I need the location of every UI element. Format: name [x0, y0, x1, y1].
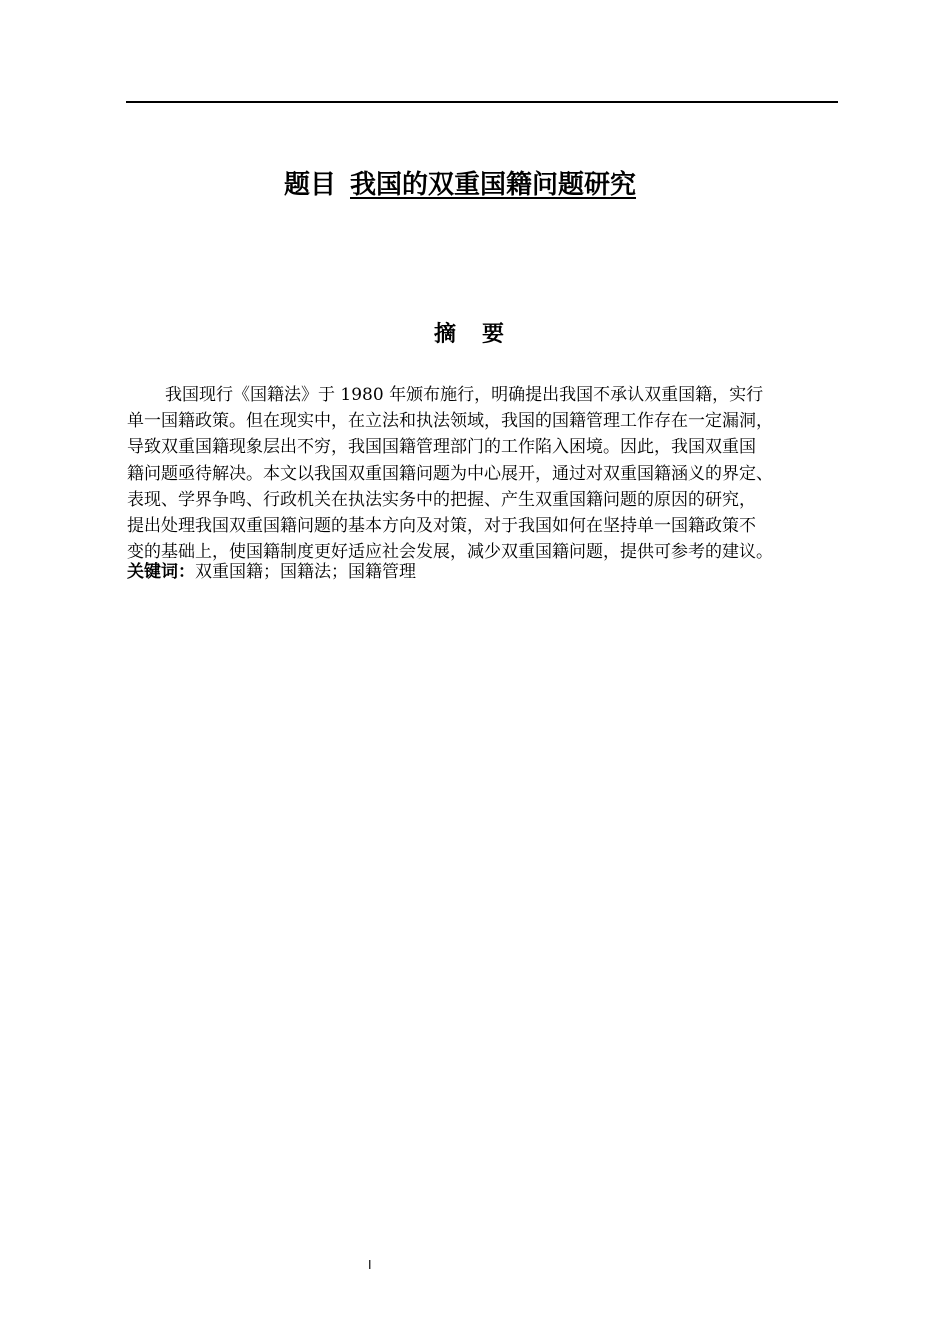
abstract-line: 单一国籍政策。但在现实中，在立法和执法领域，我国的国籍管理工作存在一定漏洞， [127, 411, 773, 432]
abstract-line: 我国现行《国籍法》于 1980 年颁布施行，明确提出我国不承认双重国籍，实行 [165, 385, 764, 405]
abstract-line: 变的基础上，使国籍制度更好适应社会发展，减少双重国籍问题，提供可参考的建议。 [127, 542, 773, 563]
abstract-line: 导致双重国籍现象层出不穷，我国国籍管理部门的工作陷入困境。因此，我国双重国 [127, 437, 756, 458]
abstract-line: 表现、学界争鸣、行政机关在执法实务中的把握、产生双重国籍问题的原因的研究， [127, 489, 756, 510]
abstract-line: 提出处理我国双重国籍问题的基本方向及对策，对于我国如何在坚持单一国籍政策不 [127, 515, 756, 536]
thesis-title [0, 167, 920, 203]
title-subject: 我国的双重国籍问题研究 [350, 170, 637, 200]
header-rule [126, 101, 838, 103]
keywords-label: 关键词： [127, 562, 195, 582]
keywords-line [127, 559, 416, 585]
title-prefix: 题目 [283, 170, 336, 200]
abstract-heading: 摘要 [433, 322, 530, 347]
keywords-text: 双重国籍；国籍法；国籍管理 [195, 562, 416, 582]
abstract-body [127, 382, 849, 565]
abstract-line: 籍问题亟待解决。本文以我国双重国籍问题为中心展开，通过对双重国籍涵义的界定、 [127, 463, 773, 484]
page-number: I [368, 1258, 372, 1272]
